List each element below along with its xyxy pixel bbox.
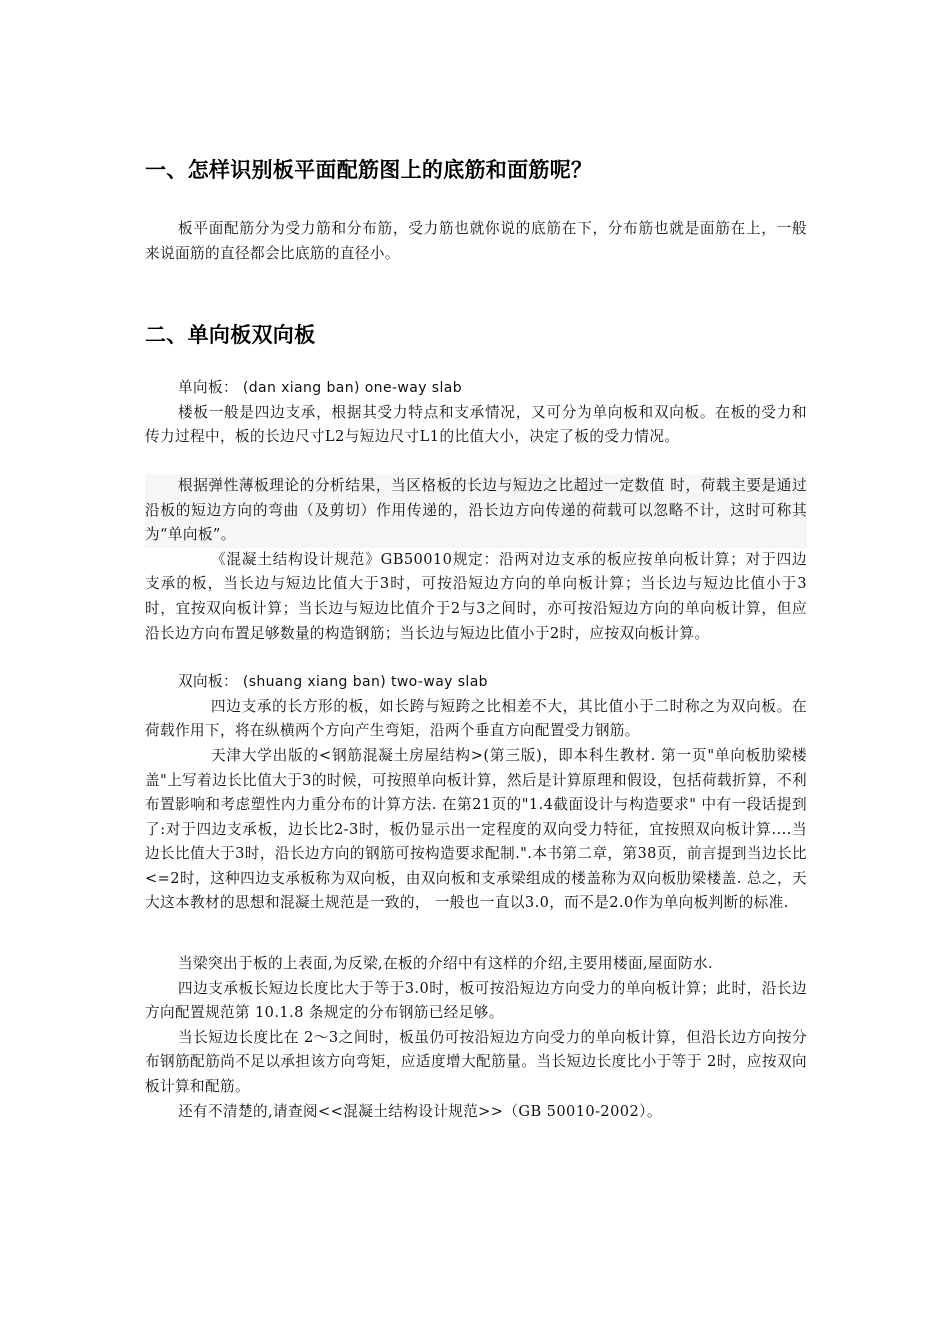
paragraph-twoway-textbook: 天津大学出版的<钢筋混凝土房屋结构>(第三版)，即本科生教材. 第一页"单向板肋梁楼盖"上写着边长比值大于3的时候，可按照单向板计算，然后是计算原理和假设，包括荷载折算，不利布置影响和考虑塑性内力重分布的计算方法. 在第21页的"1.4截面设计与构造要求" 中有一段话提到了:对于四边支承板，边长比2-3时，板仍显示出一定程度的双向受力特征，宜按照双向板计算....当边长比值大于3时，沿长边方向的钢筋可按构造要求配制.".本书第二章，第38页，前言提到当边长比<=2时，这种四边支承板称为双向板，由双向板和支承梁组成的楼盖称为双向板肋梁楼盖. 总之，天大这本教材的思想和混凝土规范是一致的， 一般也一直以3.0，而不是2.0作为单向板判断的标准. (145, 746, 807, 912)
paragraph-twoway-intro: 四边支承的长方形的板，如长跨与短跨之比相差不大，其比值小于二时称之为双向板。在荷载作用下，将在纵横两个方向产生弯矩，沿两个垂直方向配置受力钢筋。 (145, 697, 807, 740)
spacer (145, 916, 807, 952)
oneway-label-en: (dan xiang ban) one-way slab (237, 380, 463, 397)
paragraph-rebar-explanation: 板平面配筋分为受力筋和分布筋，受力筋也就你说的底筋在下，分布筋也就是面筋在上，一般来说面筋的直径都会比底筋的直径小。 (145, 220, 807, 262)
paragraph-oneway-intro: 楼板一般是四边支承，根据其受力特点和支承情况，又可分为单向板和双向板。在板的受力和传力过程中，板的长边尺寸L2与短边尺寸L1的比值大小，决定了板的受力情况。 (145, 403, 807, 446)
twoway-slab-label (145, 670, 807, 695)
twoway-label-cn: 双向板： (178, 673, 238, 691)
paragraph-oneway-code: 《混凝土结构设计规范》GB50010规定：沿两对边支承的板应按单向板计算；对于四边支承的板，当长边与短边比值大于3时，可按沿短边方向的单向板计算；当长边与短边比值小于3时，宜按双向板计算；当长边与短边比值介于2与3之间时，亦可按沿短边方向的单向板计算，但应沿长边方向布置足够数量的构造钢筋；当长边与短边比值小于2时，应按双向板计算。 (145, 550, 807, 642)
paragraph-note-ratio-2-3: 当长短边长度比在 2～3之间时，板虽仍可按沿短边方向受力的单向板计算，但沿长边方向按分布钢筋配筋尚不足以承担该方向弯矩，应适度增大配筋量。当长短边长度比小于等于 2时，应按双向板计算和配筋。 (145, 1028, 807, 1096)
spacer (145, 646, 807, 670)
oneway-slab-label (145, 376, 807, 401)
section-heading-slab-types: 二、单向板双向板 (145, 323, 316, 348)
twoway-label-en: (shuang xiang ban) two-way slab (237, 674, 488, 691)
paragraph-note-reference: 还有不清楚的,请查阅<<混凝土结构设计规范>>（GB 50010-2002）。 (178, 1102, 662, 1120)
paragraph-note-inverted-beam: 当梁突出于板的上表面,为反梁,在板的介绍中有这样的介绍,主要用楼面,屋面防水. (178, 955, 713, 973)
spacer (145, 450, 807, 474)
oneway-label-cn: 单向板： (178, 379, 238, 397)
document-body (145, 155, 807, 1124)
paragraph-oneway-theory: 根据弹性薄板理论的分析结果，当区格板的长边与短边之比超过一定数值 时，荷载主要是通过沿板的短边方向的弯曲（及剪切）作用传递的，沿长边方向传递的荷载可以忽略不计，这时可称其为“单向板”。 (145, 474, 807, 548)
section-heading-rebar: 一、怎样识别板平面配筋图上的底筋和面筋呢？ (145, 158, 593, 182)
paragraph-note-ratio-3: 四边支承板长短边长度比大于等于3.0时，板可按沿短边方向受力的单向板计算；此时，沿长边方向配置规范第 10.1.8 条规定的分布钢筋已经足够。 (145, 979, 807, 1022)
